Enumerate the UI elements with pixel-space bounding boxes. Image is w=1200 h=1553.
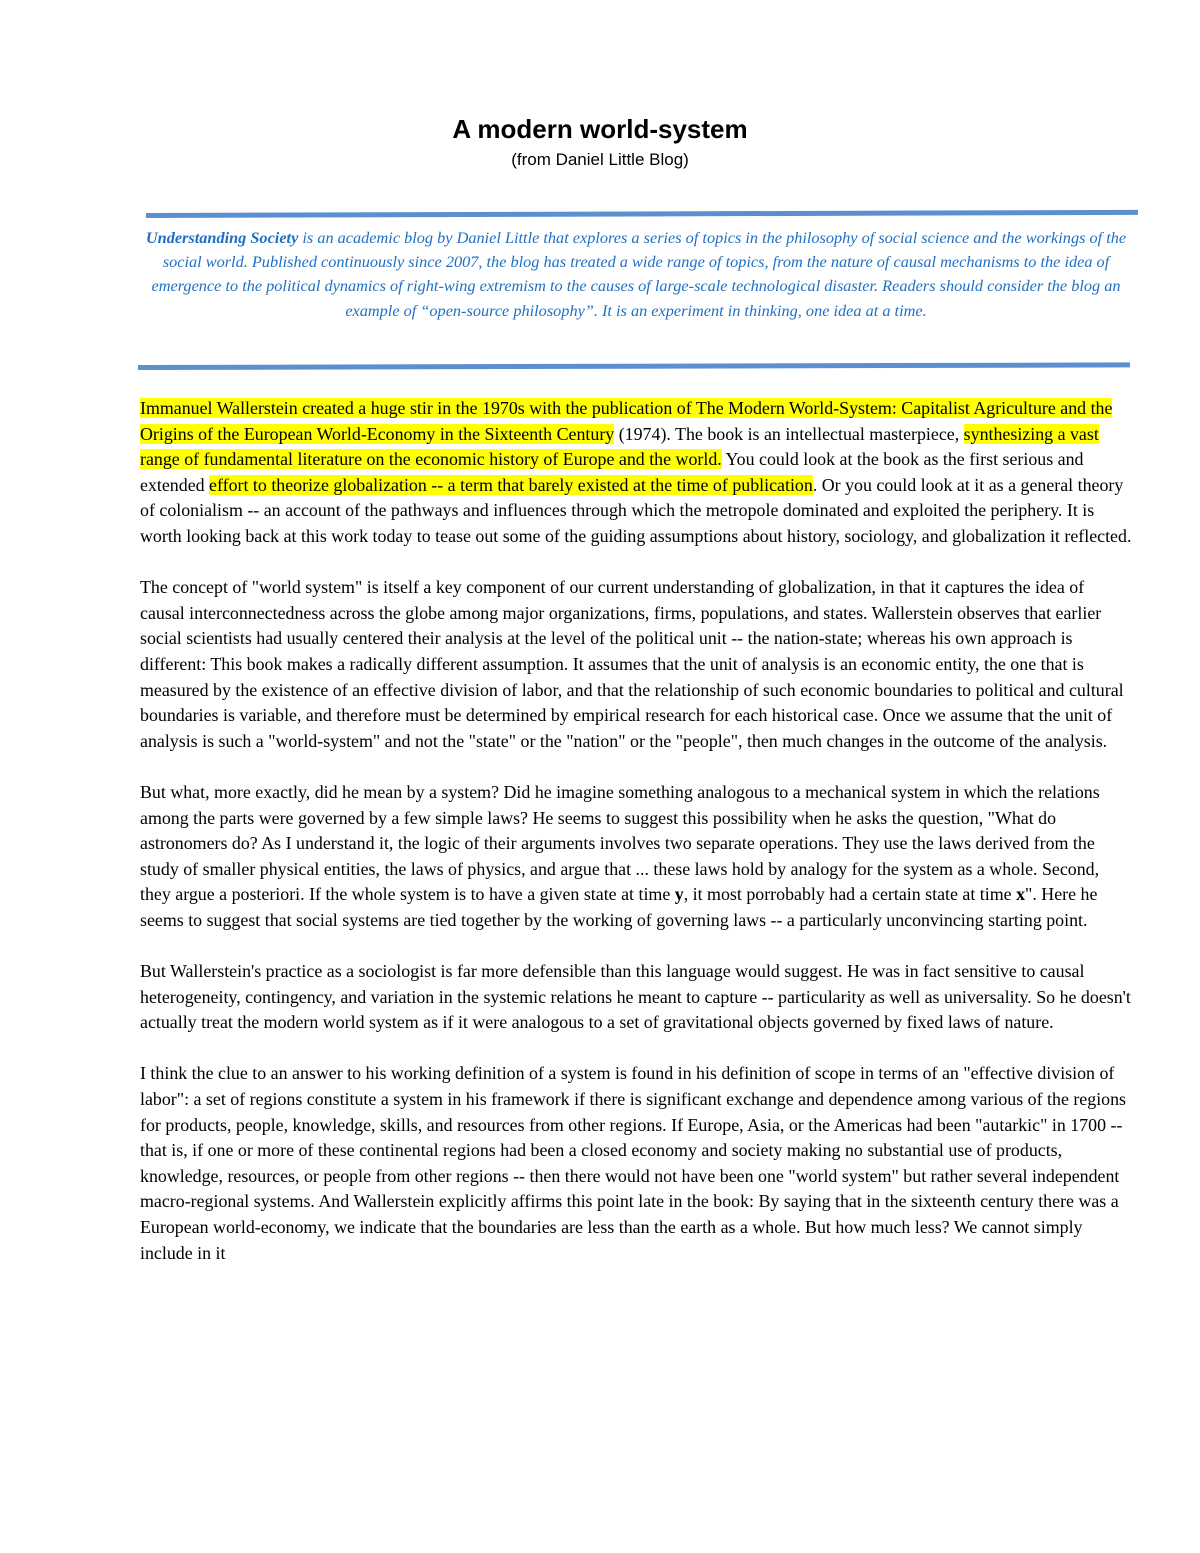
blog-abstract — [140, 226, 1132, 323]
highlight-2: synthesizing a vast range of fundamental literature on the economic history of Europe and the world. — [140, 423, 1099, 470]
paragraph-3-text-a: But what, more exactly, did he mean by a system? Did he imagine something analogous to a mechanical system in which the relations among the parts were governed by a few simple laws? He seems to suggest this possibility when he asks the question, "What do astronomers do? As I understand it, the logic of their arguments involves two separate operations. They use the laws derived from the study of smaller physical entities, the laws of physics, and argue that ... these laws hold by analogy for the system as a whole. Second, they argue a posteriori. If the whole system is to have a given state at time — [140, 781, 1100, 905]
paragraph-3-text-c: ". Here he seems to suggest that social systems are tied together by the working of governing laws -- a particularly unconvincing starting point. — [140, 884, 1098, 930]
paragraph-3 — [140, 780, 1132, 934]
top-divider — [146, 210, 1138, 218]
document-title: A modern world-system — [452, 114, 748, 144]
paragraph-2: The concept of "world system" is itself a key component of our current understanding of globalization, in that it captures the idea of causal interconnectedness across the globe among major organizations, firms, populations, and states. Wallerstein observes that earlier social scientists had usually centered their analysis at the level of the political unit -- the nation-state; whereas his own approach is different: This book makes a radically different assumption. It assumes that the unit of analysis is an economic entity, the one that is measured by the existence of an effective division of labor, and that the relationship of such economic boundaries to political and cultural boundaries is variable, and therefore must be determined by empirical research for each historical case. Once we assume that the unit of analysis is such a "world-system" and not the "state" or the "nation" or the "people", then much changes in the outcome of the analysis. — [140, 577, 1124, 751]
paragraph-4: But Wallerstein's practice as a sociologist is far more defensible than this language would suggest. He was in fact sensitive to causal heterogeneity, contingency, and variation in the systemic relations he meant to capture -- particularity as well as universality. So he doesn't actually treat the modern world system as if it were analogous to a set of gravitational objects governed by fixed laws of nature. — [140, 961, 1131, 1033]
highlight-1: Immanuel Wallerstein created a huge stir in the 1970s with the publication of The Modern World-System: Capitalist Agriculture and the Origins of the European World-Economy in the Sixteenth Century — [140, 398, 1113, 444]
paragraph-1 — [140, 396, 1132, 550]
paragraph-1-text-c: . Or you could look at it as a general theory of colonialism -- an account of the pathways and influences through which the metropole dominated and exploited the periphery. It is worth looking back at this work today to tease out some of the guiding assumptions about history, sociology, and globalization it reflected. — [140, 474, 1132, 546]
blog-name: Understanding Society — [145, 228, 299, 247]
variable-y: y — [674, 884, 684, 905]
paragraph-1-text-a: (1974). The book is an intellectual masterpiece, — [614, 423, 964, 444]
bottom-divider — [138, 362, 1130, 370]
variable-x: x — [1016, 884, 1026, 905]
paragraph-1-text-b: You could look at the book as the first serious and extended — [140, 449, 1084, 495]
article-body — [140, 396, 1132, 1292]
highlight-3: effort to theorize globalization -- a term that barely existed at the time of publication — [209, 474, 813, 495]
abstract-text: is an academic blog by Daniel Little that explores a series of topics in the philosophy of social science and the workings of the social world. Published continuously since 2007, the blog has treated a wide range of topics, from the nature of causal mechanisms to the idea of emergence to the political dynamics of right-wing extremism to the causes of large-scale technological disaster. Readers should consider the blog an example of “open-source philosophy”. It is an experiment in thinking, one idea at a time. — [151, 228, 1127, 320]
paragraph-5: I think the clue to an answer to his working definition of a system is found in his definition of scope in terms of an "effective division of labor": a set of regions constitute a system in his framework if there is significant exchange and dependence among various of the regions for products, people, knowledge, skills, and resources from other regions. If Europe, Asia, or the Americas had been "autarkic" in 1700 -- that is, if one or more of these continental regions had been a closed economy and society making no substantial use of products, knowledge, resources, or people from other regions -- then there would not have been one "world system" but rather several independent macro-regional systems. And Wallerstein explicitly affirms this point late in the book: By saying that in the sixteenth century there was a European world-economy, we indicate that the boundaries are less than the earth as a whole. But how much less? We cannot simply include in it — [140, 1063, 1127, 1263]
paragraph-3-text-b: , it most porrobably had a certain state at time — [683, 884, 1017, 905]
document-subtitle: (from Daniel Little Blog) — [511, 150, 689, 169]
